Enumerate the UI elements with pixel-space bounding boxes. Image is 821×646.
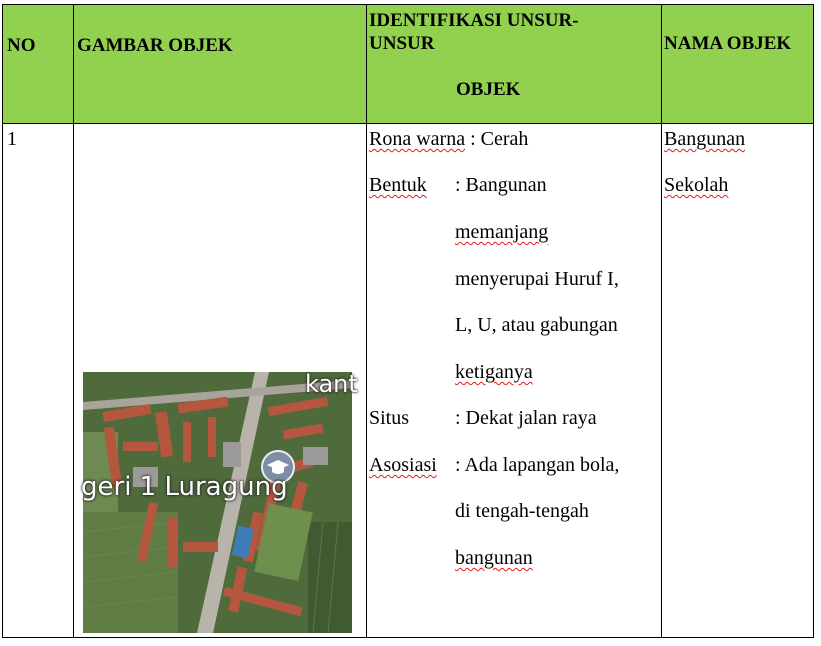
rona-label: Rona warna [369,128,466,150]
rona-value: Cerah [480,128,529,150]
map-label-top: kant [305,370,358,398]
row-number: 1 [7,128,17,150]
bentuk-label: Bentuk [369,174,427,196]
nama-objek-line2: Sekolah [664,174,729,196]
header-identifikasi-line2: UNSUR [369,33,435,54]
bentuk-value-line: L, U, atau gabungan [455,314,618,336]
situs-value: : Dekat jalan raya [455,407,597,429]
column-divider [661,5,662,637]
asosiasi-label: Asosiasi [369,454,437,476]
rona-colon: : [465,128,481,150]
nama-objek-line1: Bangunan [664,128,746,150]
asosiasi-value-line: di tengah-tengah [455,500,589,522]
header-nama-objek: NAMA OBJEK [664,33,792,54]
column-divider [366,5,367,637]
column-divider [73,5,74,637]
bentuk-value-line: : Bangunan [455,174,547,196]
satellite-map-image [81,370,358,633]
header-gambar-objek: GAMBAR OBJEK [77,35,233,56]
map-label-school: geri 1 Luragung [81,472,288,502]
situs-label: Situs [369,407,410,429]
bentuk-value-line: memanjang [455,221,549,243]
header-no: NO [7,35,36,56]
header-identifikasi-line1: IDENTIFIKASI UNSUR- [369,10,579,31]
asosiasi-value-line: : Ada lapangan bola, [455,454,620,476]
bentuk-value-line: menyerupai Huruf I, [455,268,619,290]
asosiasi-value-line: bangunan [455,547,533,569]
object-identification-table [2,4,814,638]
header-identifikasi-line3: OBJEK [456,79,521,100]
rona-warna-line [369,127,528,151]
bentuk-value-line: ketiganya [455,361,533,383]
